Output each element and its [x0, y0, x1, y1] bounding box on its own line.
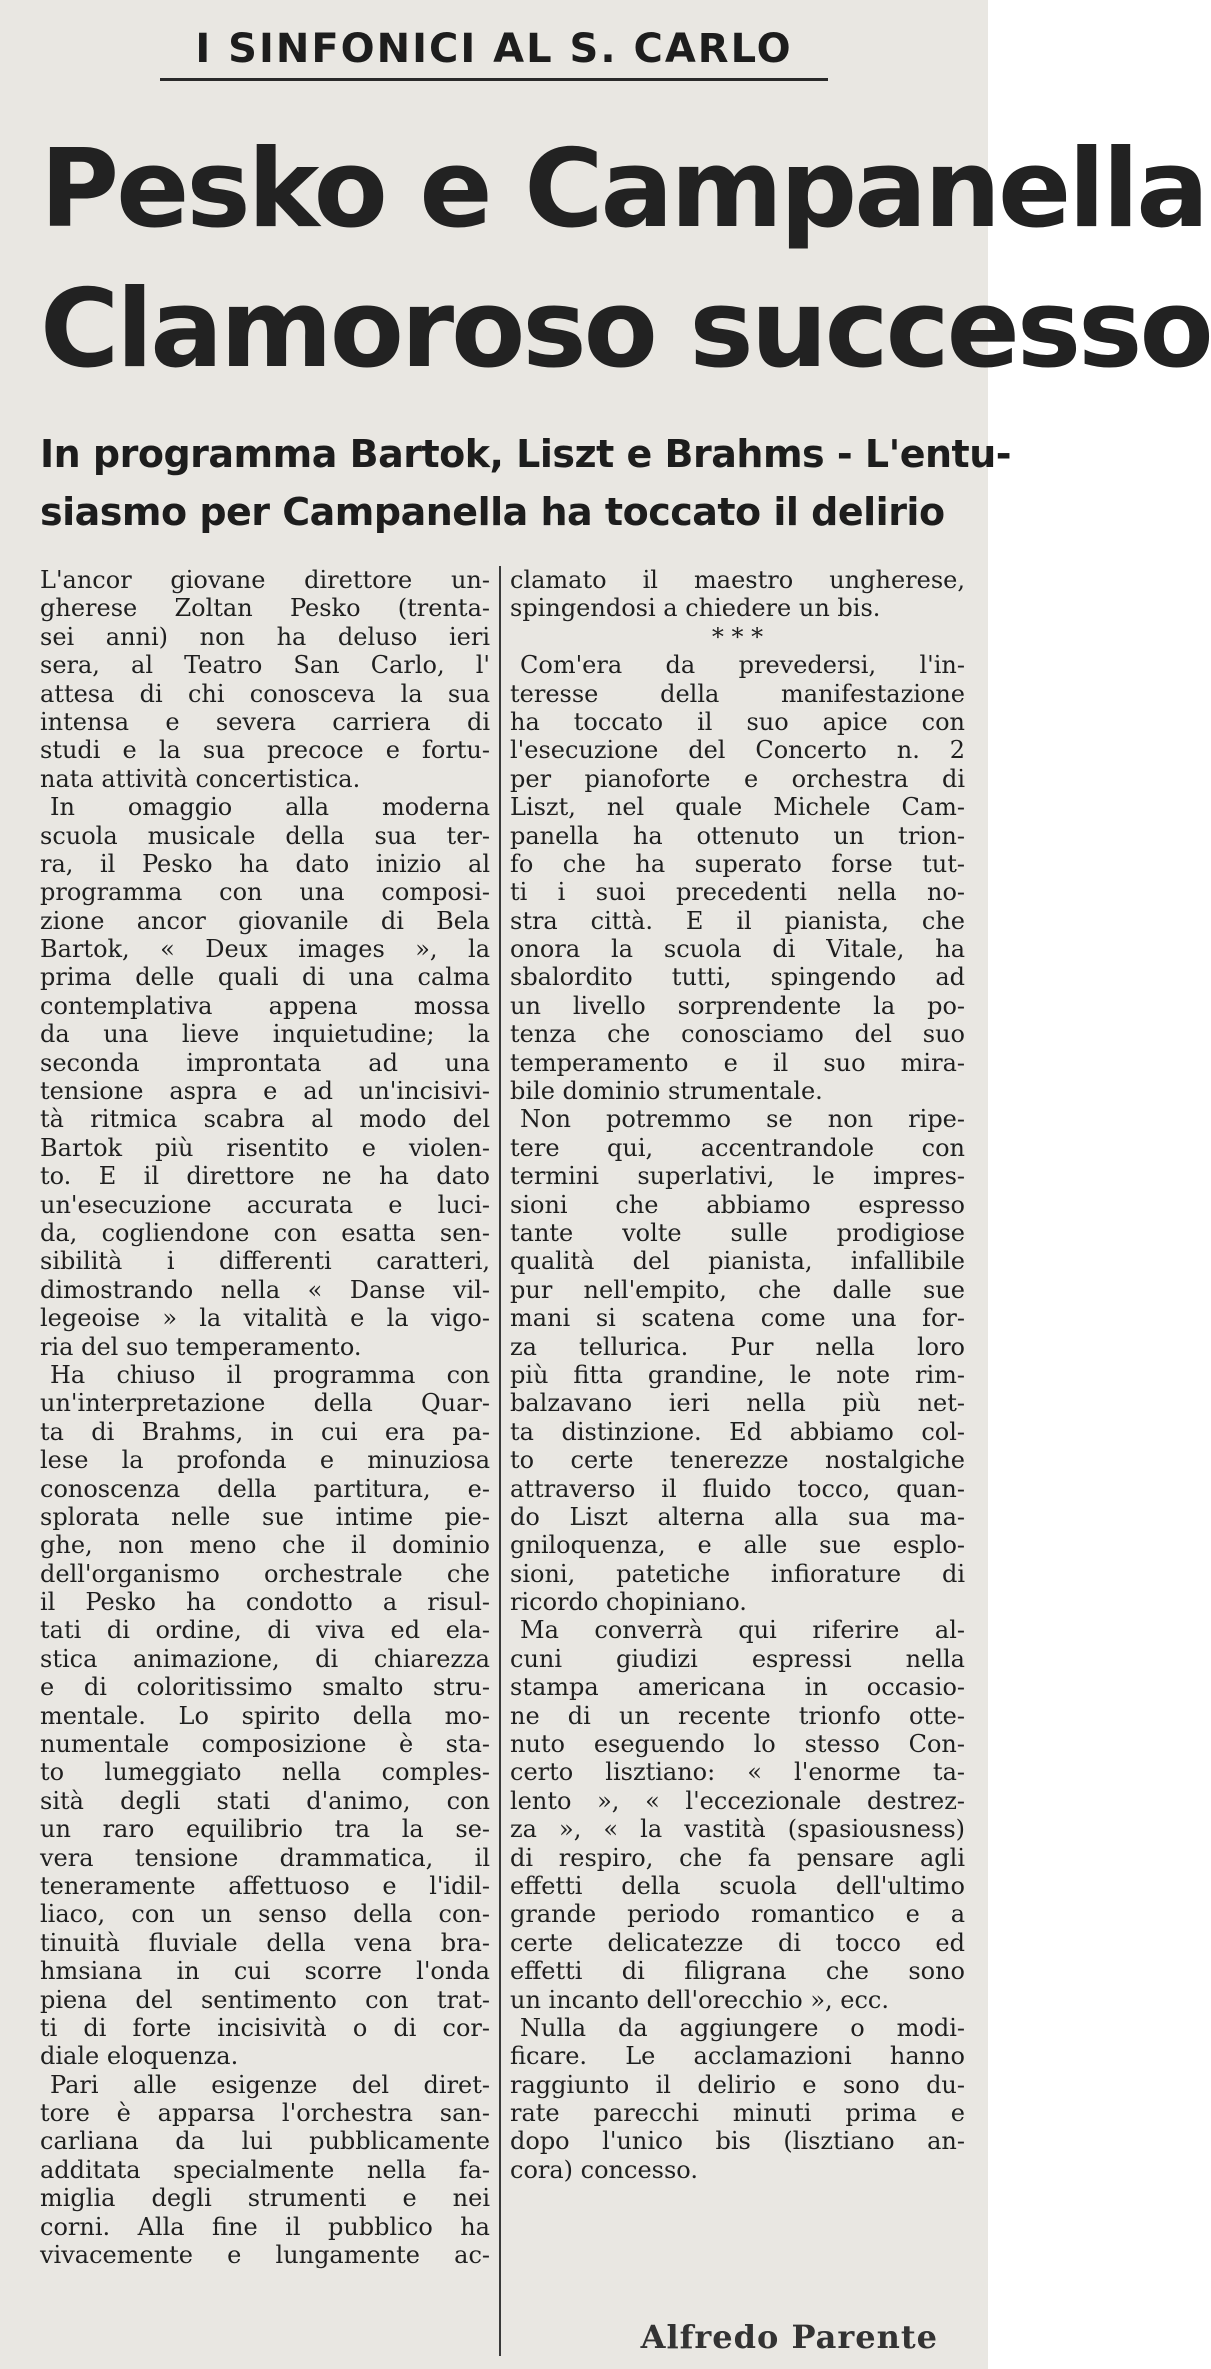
text-line: ficare. Le acclamazioni hanno — [510, 2042, 965, 2071]
text-line: tensione aspra e ad un'incisivi- — [40, 1077, 490, 1106]
text-line: un'interpretazione della Quar- — [40, 1389, 490, 1418]
text-line: sera, al Teatro San Carlo, l' — [40, 651, 490, 680]
text-line: carliana da lui pubblicamente — [40, 2127, 490, 2156]
text-line: ra, il Pesko ha dato inizio al — [40, 849, 490, 878]
text-line: to certe tenerezze nostalgiche — [510, 1446, 965, 1475]
text-line: spingendosi a chiedere un bis. — [510, 594, 881, 623]
column-divider — [499, 566, 501, 2356]
text-line: corni. Alla fine il pubblico ha — [40, 2212, 490, 2241]
text-line: stica animazione, di chiarezza — [40, 1644, 490, 1673]
text-line: splorata nelle sue intime pie- — [40, 1502, 490, 1531]
text-line: Non potremmo se non ripe- — [520, 1105, 965, 1134]
text-line: * * * — [711, 622, 764, 651]
text-line: rate parecchi minuti prima e — [510, 2099, 965, 2128]
text-line: un raro equilibrio tra la se- — [40, 1815, 490, 1844]
text-line: clamato il maestro ungherese, — [510, 566, 965, 594]
text-line: hmsiana in cui scorre l'onda — [40, 1957, 490, 1986]
text-line: pur nell'empito, che dalle sue — [510, 1275, 965, 1304]
text-line: In omaggio alla moderna — [50, 793, 490, 822]
text-line: per pianoforte e orchestra di — [510, 764, 965, 793]
text-line: Nulla da aggiungere o modi- — [520, 2013, 965, 2042]
text-line: intensa e severa carriera di — [40, 707, 490, 736]
text-line: certe delicatezze di tocco ed — [510, 1928, 965, 1957]
text-line: fo che ha superato forse tut- — [510, 849, 965, 878]
text-line: additata specialmente nella fa- — [40, 2155, 490, 2184]
text-line: bile dominio strumentale. — [510, 1077, 823, 1106]
text-line: ti di forte incisività o di cor- — [40, 2013, 490, 2042]
text-line: gherese Zoltan Pesko (trenta- — [40, 594, 490, 623]
text-line: cora) concesso. — [510, 2155, 698, 2184]
headline-line-2: Clamoroso successo — [40, 267, 1211, 392]
text-line: dell'organismo orchestrale che — [40, 1559, 490, 1588]
text-line: lento », « l'eccezionale destrez- — [510, 1786, 965, 1815]
text-line: to lumeggiato nella comples- — [40, 1758, 490, 1787]
text-line: do Liszt alterna alla sua ma- — [510, 1502, 965, 1531]
text-line: nata attività concertistica. — [40, 764, 361, 793]
author-signature: Alfredo Parente — [640, 2318, 938, 2356]
text-line: l'esecuzione del Concerto n. 2 — [510, 736, 965, 765]
text-line: ta distinzione. Ed abbiamo col- — [510, 1417, 965, 1446]
text-line: legeoise » la vitalità e la vigo- — [40, 1304, 490, 1333]
text-line: mani si scatena come una for- — [510, 1304, 965, 1333]
text-line: tore è apparsa l'orchestra san- — [40, 2099, 490, 2128]
text-line: nuto eseguendo lo stesso Con- — [510, 1730, 965, 1759]
article-column-right — [510, 566, 965, 2184]
text-line: L'ancor giovane direttore un- — [40, 566, 490, 594]
subheadline-line-2: siasmo per Campanella ha toccato il delirio — [40, 490, 945, 534]
text-line: tante volte sulle prodigiose — [510, 1218, 965, 1247]
text-line: Ha chiuso il programma con — [50, 1360, 490, 1389]
text-line: termini superlativi, le impres- — [510, 1162, 965, 1191]
text-line: tinuità fluviale della vena bra- — [40, 1928, 490, 1957]
text-line: tere qui, accentrandole con — [510, 1133, 965, 1162]
headline-line-1: Pesko e Campanella — [40, 127, 1207, 252]
text-line: mentale. Lo spirito della mo- — [40, 1701, 490, 1730]
text-line: un incanto dell'orecchio », ecc. — [510, 1985, 889, 2014]
text-line: liaco, con un senso della con- — [40, 1900, 490, 1929]
text-line: teresse della manifestazione — [510, 679, 965, 708]
text-line: sioni che abbiamo espresso — [510, 1190, 965, 1219]
text-line: grande periodo romantico e a — [510, 1900, 965, 1929]
text-line: Bartok, « Deux images », la — [40, 935, 490, 964]
text-line: più fitta grandine, le note rim- — [510, 1360, 965, 1389]
text-line: certo lisztiano: « l'enorme ta- — [510, 1758, 965, 1787]
text-line: cuni giudizi espressi nella — [510, 1644, 965, 1673]
text-line: effetti della scuola dell'ultimo — [510, 1871, 965, 1900]
text-line: seconda improntata ad una — [40, 1048, 490, 1077]
text-line: zione ancor giovanile di Bela — [40, 906, 490, 935]
text-line: sibilità i differenti caratteri, — [40, 1247, 490, 1276]
text-line: tenza che conosciamo del suo — [510, 1020, 965, 1049]
text-line: to. E il direttore ne ha dato — [40, 1162, 490, 1191]
text-line: un livello sorprendente la po- — [510, 991, 965, 1020]
text-line: panella ha ottenuto un trion- — [510, 821, 965, 850]
text-line: onora la scuola di Vitale, ha — [510, 935, 965, 964]
text-line: ti i suoi precedenti nella no- — [510, 878, 965, 907]
text-line: Liszt, nel quale Michele Cam- — [510, 793, 965, 822]
text-line: da una lieve inquietudine; la — [40, 1020, 490, 1049]
text-line: qualità del pianista, infallibile — [510, 1247, 965, 1276]
text-line: Ma converrà qui riferire al- — [520, 1616, 965, 1645]
text-line: stampa americana in occasio- — [510, 1673, 965, 1702]
text-line: studi e la sua precoce e fortu- — [40, 736, 490, 765]
text-line: sbalordito tutti, spingendo ad — [510, 963, 965, 992]
text-line: piena del sentimento con trat- — [40, 1985, 490, 2014]
text-line: dopo l'unico bis (lisztiano an- — [510, 2127, 965, 2156]
text-line: za tellurica. Pur nella loro — [510, 1332, 965, 1361]
text-line: vera tensione drammatica, il — [40, 1843, 490, 1872]
text-line: un'esecuzione accurata e luci- — [40, 1190, 490, 1219]
text-line: lese la profonda e minuziosa — [40, 1446, 490, 1475]
text-line: attesa di chi conosceva la sua — [40, 679, 490, 708]
text-line: di respiro, che fa pensare agli — [510, 1843, 965, 1872]
text-line: conoscenza della partitura, e- — [40, 1474, 490, 1503]
text-line: gniloquenza, e alle sue esplo- — [510, 1531, 965, 1560]
text-line: sità degli stati d'animo, con — [40, 1786, 490, 1815]
text-line: teneramente affettuoso e l'idil- — [40, 1871, 490, 1900]
text-line: programma con una composi- — [40, 878, 490, 907]
text-line: balzavano ieri nella più net- — [510, 1389, 965, 1418]
text-line: diale eloquenza. — [40, 2042, 239, 2071]
text-line: tati di ordine, di viva ed ela- — [40, 1616, 490, 1645]
text-line: ne di un recente trionfo otte- — [510, 1701, 965, 1730]
text-line: ghe, non meno che il dominio — [40, 1531, 490, 1560]
text-line: Bartok più risentito e violen- — [40, 1133, 490, 1162]
subheadline-line-1: In programma Bartok, Liszt e Brahms - L'entu- — [40, 432, 1012, 476]
text-line: ha toccato il suo apice con — [510, 707, 965, 736]
text-line: scuola musicale della sua ter- — [40, 821, 490, 850]
text-line: miglia degli strumenti e nei — [40, 2184, 490, 2213]
text-line: sei anni) non ha deluso ieri — [40, 622, 490, 651]
text-line: attraverso il fluido tocco, quan- — [510, 1474, 965, 1503]
text-line: Pari alle esigenze del diret- — [50, 2070, 490, 2099]
text-line: effetti di filigrana che sono — [510, 1957, 965, 1986]
text-line: tà ritmica scabra al modo del — [40, 1105, 490, 1134]
text-line: il Pesko ha condotto a risul- — [40, 1588, 490, 1617]
text-line: numentale composizione è sta- — [40, 1730, 490, 1759]
text-line: temperamento e il suo mira- — [510, 1048, 965, 1077]
text-line: raggiunto il delirio e sono du- — [510, 2070, 965, 2099]
text-line: da, cogliendone con esatta sen- — [40, 1218, 490, 1247]
text-line: contemplativa appena mossa — [40, 991, 490, 1020]
text-line: dimostrando nella « Danse vil- — [40, 1275, 490, 1304]
text-line: ricordo chopiniano. — [510, 1588, 747, 1617]
article-column-left — [40, 566, 490, 2269]
text-line: stra città. E il pianista, che — [510, 906, 965, 935]
text-line: sioni, patetiche infiorature di — [510, 1559, 965, 1588]
text-line: vivacemente e lungamente ac- — [40, 2241, 490, 2270]
text-line: e di coloritissimo smalto stru- — [40, 1673, 490, 1702]
text-line: za », « la vastità (spasiousness) — [510, 1815, 965, 1844]
text-line: prima delle quali di una calma — [40, 963, 490, 992]
text-line: ria del suo temperamento. — [40, 1332, 362, 1361]
kicker-underline — [160, 78, 828, 81]
text-line: Com'era da prevedersi, l'in- — [520, 651, 965, 680]
text-line: ta di Brahms, in cui era pa- — [40, 1417, 490, 1446]
kicker: I SINFONICI AL S. CARLO — [195, 26, 793, 72]
